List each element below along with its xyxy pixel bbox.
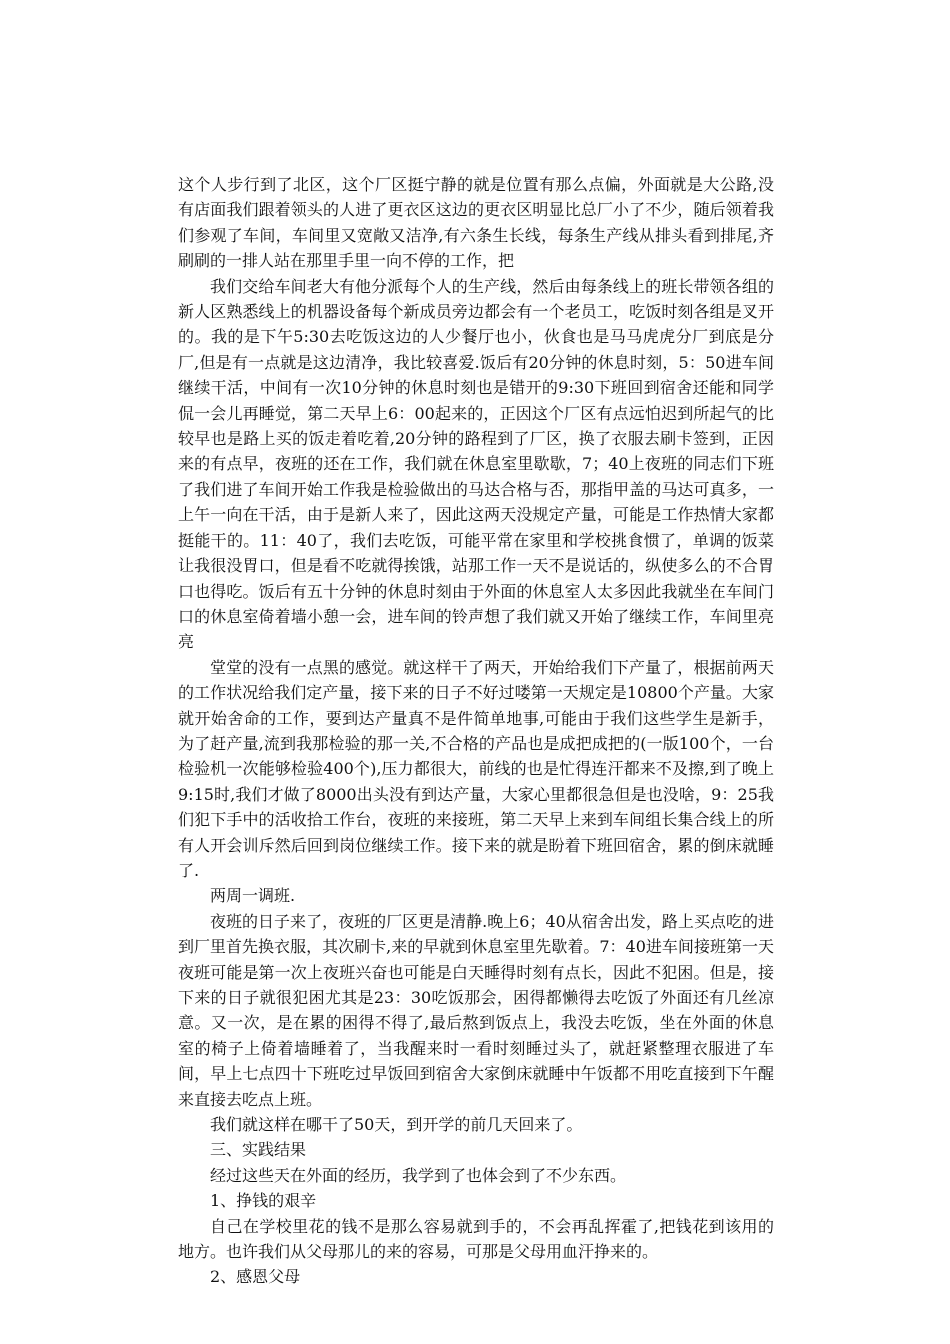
paragraph-3: 堂堂的没有一点黑的感觉。就这样干了两天，开始给我们下产量了，根据前两天的工作状况给我们定产量，接下来的日子不好过喽第一天规定是10800个产量。大家就开始舍命的工作，要到达产量真不是件简单地事,可能由于我们这些学生是新手，为了赶产量,流到我那检验的那一关,不合格的产品也是成把成把的(一版100个，一台检验机一次能够检验400个),压力都很大，前线的也是忙得连汗都来不及擦,到了晚上9:15时,我们才做了8000出头没有到达产量，大家心里都很急但是也没啥，9：25我们犯下手中的活收拾工作台，夜班的来接班，第二天早上来到车间组长集合线上的所有人开会训斥然后回到岗位继续工作。接下来的就是盼着下班回宿舍，累的倒床就睡了. xyxy=(178,657,774,880)
section-heading-results: 三、实践结果 xyxy=(210,1140,307,1160)
paragraph-5: 夜班的日子来了，夜班的厂区更是清静.晚上6；40从宿舍出发，路上买点吃的进到厂里首先换衣服，其次刷卡,来的早就到休息室里先歇着。7：40进车间接班第一天夜班可能是第一次上夜班兴奋也可能是白天睡得时刻有点长，因此不犯困。但是，接下来的日子就很犯困尤其是23：30吃饭那会，困得都懒得去吃饭了外面还有几丝凉意。又一次，是在累的困得不得了,最后熬到饭点上，我没去吃饭，坐在外面的休息室的椅子上倚着墙睡着了，当我醒来时一看时刻睡过头了，就赶紧整理衣服进了车间，早上七点四十下班吃过早饭回到宿舍大家倒床就睡中午饭都不用吃直接到下午醒来直接去吃点上班。 xyxy=(178,911,774,1109)
document-page xyxy=(178,172,774,1290)
subheading-2: 2、感恩父母 xyxy=(210,1267,301,1287)
paragraph-1: 这个人步行到了北区，这个厂区挺宁静的就是位置有那么点偏，外面就是大公路,没有店面我们跟着领头的人进了更衣区这边的更衣区明显比总厂小了不少，随后领着我们参观了车间，车间里又宽敞又洁净,有六条生长线，每条生产线从排头看到排尾,齐刷刷的一排人站在那里手里一向不停的工作，把 xyxy=(178,175,774,271)
paragraph-6: 我们就这样在哪干了50天，到开学的前几天回来了。 xyxy=(210,1115,583,1135)
paragraph-8: 自己在学校里花的钱不是那么容易就到手的，不会再乱挥霍了,把钱花到该用的地方。也许我们从父母那儿的来的容易，可那是父母用血汗挣来的。 xyxy=(178,1216,774,1262)
subheading-1: 1、挣钱的艰辛 xyxy=(210,1191,317,1211)
paragraph-7: 经过这些天在外面的经历，我学到了也体会到了不少东西。 xyxy=(210,1165,627,1185)
paragraph-2: 我们交给车间老大有他分派每个人的生产线，然后由每条线上的班长带领各组的新人区熟悉线上的机器设备每个新成员旁边都会有一个老员工，吃饭时刻各组是叉开的。我的是下午5:30去吃饭这边的人少餐厅也小，伙食也是马马虎虎分厂到底是分厂,但是有一点就是这边清净，我比较喜爱.饭后有20分钟的休息时刻，5：50进车间继续干活，中间有一次10分钟的休息时刻也是错开的9:30下班回到宿舍还能和同学侃一会儿再睡觉，第二天早上6：00起来的，正因这个厂区有点远怕迟到所起气的比较早也是路上买的饭走着吃着,20分钟的路程到了厂区，换了衣服去刷卡签到，正因来的有点早，夜班的还在工作，我们就在休息室里歇歇，7；40上夜班的同志们下班了我们进了车间开始工作我是检验做出的马达合格与否，那指甲盖的马达可真多，一上午一向在干活，由于是新人来了，因此这两天没规定产量，可能是工作热情大家都挺能干的。11：40了，我们去吃饭，可能平常在家里和学校挑食惯了，单调的饭菜让我很没胃口，但是看不吃就得挨饿，站那工作一天不是说话的，纵使多么的不合胃口也得吃。饭后有五十分钟的休息时刻由于外面的休息室人太多因此我就坐在车间门口的休息室倚着墙小憩一会，进车间的铃声想了我们就又开始了继续工作，车间里亮亮 xyxy=(178,276,774,652)
paragraph-4: 两周一调班. xyxy=(210,886,296,906)
